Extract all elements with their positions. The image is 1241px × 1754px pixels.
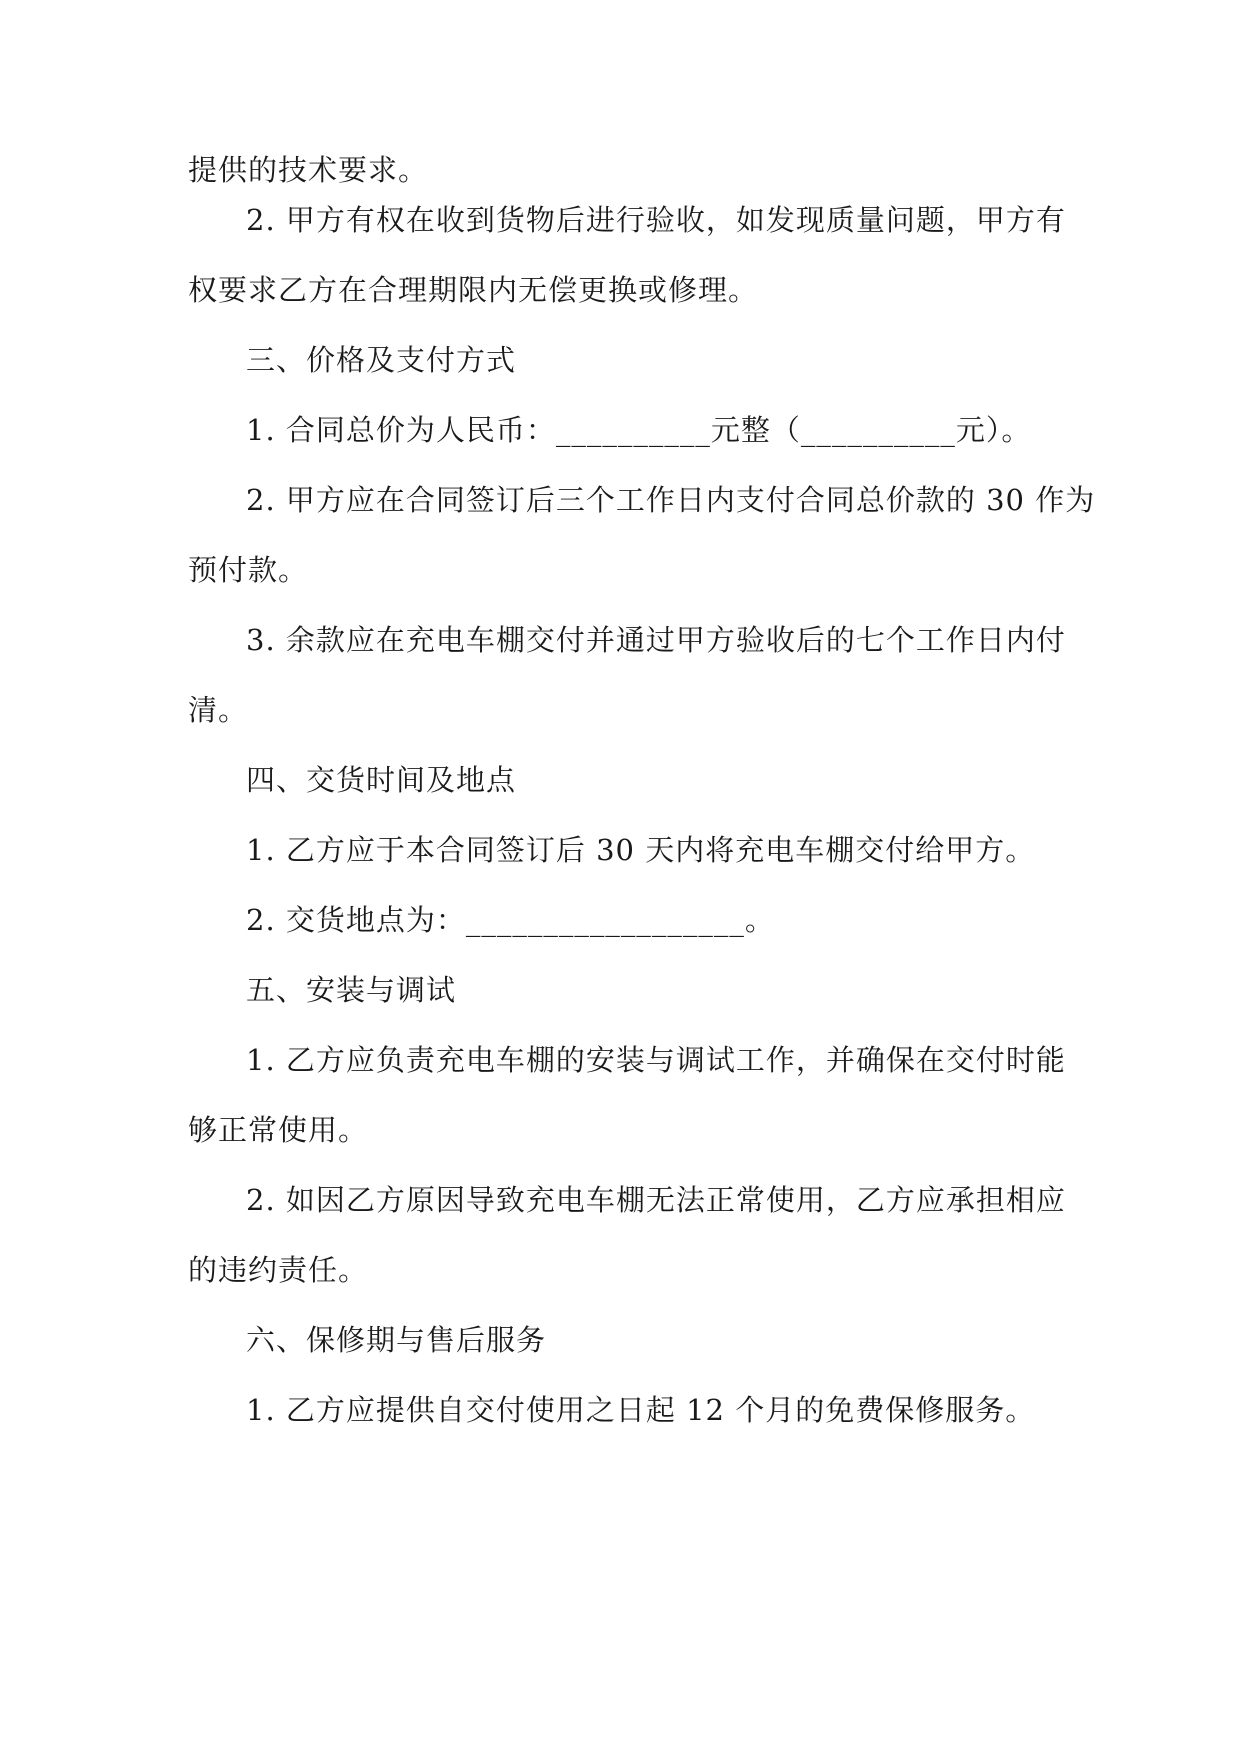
clause-3-2-prepayment-cont: 预付款。 — [188, 553, 309, 587]
clause-5-2-liability: 2. 如因乙方原因导致充电车棚无法正常使用，乙方应承担相应 — [246, 1183, 1066, 1217]
clause-4-2-delivery-place: 2. 交货地点为：__________________。 — [246, 903, 775, 937]
clause-3-2-prepayment: 2. 甲方应在合同签订后三个工作日内支付合同总价款的 30 作为 — [246, 483, 1096, 517]
section-4-heading: 四、交货时间及地点 — [246, 763, 517, 797]
clause-3-3-balance-cont: 清。 — [188, 693, 249, 727]
clause-2-acceptance-cont: 权要求乙方在合理期限内无偿更换或修理。 — [188, 273, 759, 307]
clause-6-1-warranty: 1. 乙方应提供自交付使用之日起 12 个月的免费保修服务。 — [246, 1393, 1036, 1427]
clause-4-1-delivery-time: 1. 乙方应于本合同签订后 30 天内将充电车棚交付给甲方。 — [246, 833, 1036, 867]
section-5-heading: 五、安装与调试 — [246, 973, 457, 1007]
clause-5-2-liability-cont: 的违约责任。 — [188, 1253, 369, 1287]
paragraph-continuation: 提供的技术要求。 — [188, 153, 429, 187]
clause-3-1-price: 1. 合同总价为人民币：__________元整（__________元）。 — [246, 413, 1032, 447]
clause-5-1-installation-cont: 够正常使用。 — [188, 1113, 369, 1147]
section-3-heading: 三、价格及支付方式 — [246, 343, 517, 377]
clause-3-3-balance: 3. 余款应在充电车棚交付并通过甲方验收后的七个工作日内付 — [246, 623, 1066, 657]
section-6-heading: 六、保修期与售后服务 — [246, 1323, 547, 1357]
clause-2-acceptance: 2. 甲方有权在收到货物后进行验收，如发现质量问题，甲方有 — [246, 203, 1066, 237]
clause-5-1-installation: 1. 乙方应负责充电车棚的安装与调试工作，并确保在交付时能 — [246, 1043, 1066, 1077]
